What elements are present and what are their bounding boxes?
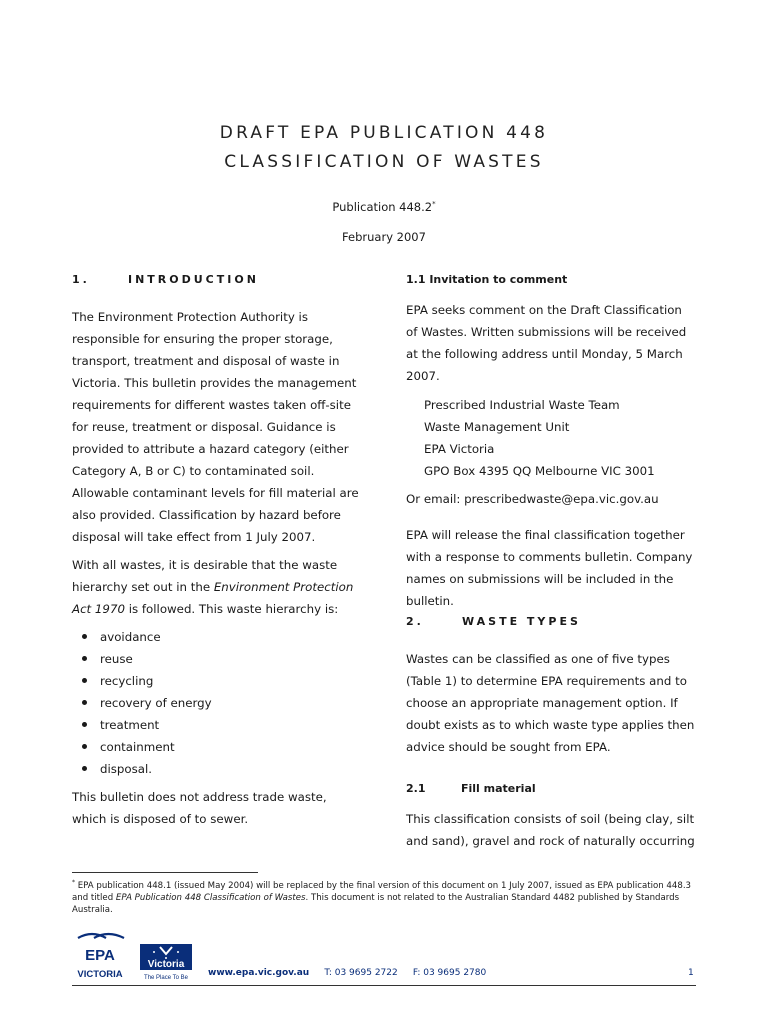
list-item: treatment bbox=[72, 714, 362, 736]
subsection-1-1-heading: 1.1 Invitation to comment bbox=[406, 273, 568, 286]
footnote-divider bbox=[72, 872, 258, 873]
footnote: * EPA publication 448.1 (issued May 2004) will be replaced by the final version of this document on 1 July 2007, issued as EPA publication 448.3 and titled EPA Publication 448 Classification of Wastes. This document is not related to the Australian Standard 4482 published by Standards Australia. bbox=[72, 879, 692, 915]
list-item: avoidance bbox=[72, 626, 362, 648]
footer-contact bbox=[208, 968, 498, 978]
phone-number: T: 03 9695 2722 bbox=[324, 968, 398, 978]
footer-divider bbox=[72, 985, 696, 986]
document-title-line1: DRAFT EPA PUBLICATION 448 bbox=[219, 123, 549, 143]
waste-types-paragraph: Wastes can be classified as one of five types (Table 1) to determine EPA requirements and to choose an appropriate management option. If doubt exists as to which waste type applies then advice should be sought from EPA. bbox=[406, 652, 695, 754]
address-line: Prescribed Industrial Waste Team bbox=[424, 398, 620, 412]
right-column-release bbox=[406, 524, 696, 612]
email-line: Or email: prescribedwaste@epa.vic.gov.au bbox=[406, 492, 659, 506]
document-title-line2: CLASSIFICATION OF WASTES bbox=[224, 152, 544, 172]
right-column-waste-types bbox=[406, 648, 696, 758]
page-number: 1 bbox=[688, 968, 694, 978]
publication-date: February 2007 bbox=[342, 230, 426, 244]
invitation-paragraph: EPA seeks comment on the Draft Classification of Wastes. Written submissions will be received at the following address until Monday, 5 March 2007. bbox=[406, 303, 687, 383]
section-2-heading: 2. WASTE TYPES bbox=[406, 615, 581, 628]
hierarchy-paragraph: With all wastes, it is desirable that the waste hierarchy set out in the Environment Protection Act 1970 is followed. This waste hierarchy is: bbox=[72, 558, 354, 616]
list-item: containment bbox=[72, 736, 362, 758]
list-item: reuse bbox=[72, 648, 362, 670]
list-item: disposal. bbox=[72, 758, 362, 780]
address-line: Waste Management Unit bbox=[424, 420, 570, 434]
fax-number: F: 03 9695 2780 bbox=[412, 968, 487, 978]
postal-address bbox=[406, 394, 696, 482]
right-column-fill bbox=[406, 808, 696, 852]
release-paragraph: EPA will release the final classification together with a response to comments bulletin. Company names on submissions will be included in the bulletin. bbox=[406, 528, 693, 608]
trade-waste-paragraph: This bulletin does not address trade waste, which is disposed of to sewer. bbox=[72, 790, 327, 826]
intro-paragraph: The Environment Protection Authority is responsible for ensuring the proper storage, transport, treatment and disposal of waste in Victoria. This bulletin provides the management requirements for different wastes taken off-site for reuse, treatment or disposal. Guidance is provided to attribute a hazard category (either Category A, B or C) to contaminated soil. Allowable contaminant levels for fill material are also provided. Classification by hazard before disposal will take effect from 1 July 2007. bbox=[72, 310, 359, 544]
address-line: GPO Box 4395 QQ Melbourne VIC 3001 bbox=[424, 464, 655, 478]
section-1-heading: 1. INTRODUCTION bbox=[72, 273, 259, 286]
victoria-government-logo bbox=[140, 944, 192, 982]
svg-text:EPA: EPA bbox=[85, 947, 115, 964]
address-line: EPA Victoria bbox=[424, 442, 495, 456]
subsection-2-1-heading: 2.1 Fill material bbox=[406, 782, 536, 795]
svg-text:The Place To Be: The Place To Be bbox=[144, 975, 188, 981]
publication-number: Publication 448.2* bbox=[332, 200, 436, 214]
svg-text:VICTORIA: VICTORIA bbox=[77, 969, 123, 980]
right-column-top bbox=[406, 299, 696, 510]
list-item: recovery of energy bbox=[72, 692, 362, 714]
list-item: recycling bbox=[72, 670, 362, 692]
fill-material-paragraph: This classification consists of soil (being clay, silt and sand), gravel and rock of naturally occurring bbox=[406, 812, 695, 848]
left-column bbox=[72, 306, 362, 830]
waste-hierarchy-list bbox=[72, 626, 362, 780]
svg-text:Victoria: Victoria bbox=[147, 959, 185, 970]
website-link[interactable]: www.epa.vic.gov.au bbox=[208, 968, 310, 978]
epa-victoria-logo bbox=[72, 932, 128, 980]
